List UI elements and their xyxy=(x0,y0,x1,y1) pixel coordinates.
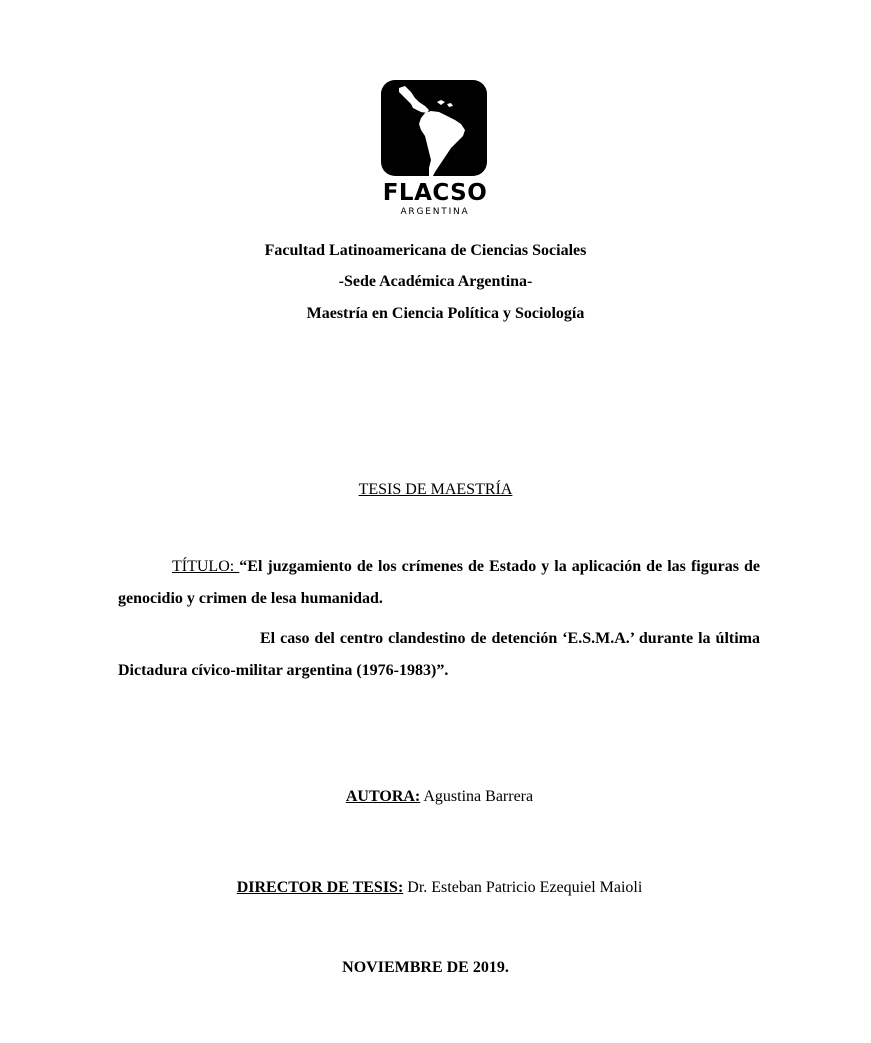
logo-wordmark: FLACSO xyxy=(382,180,488,206)
director-label: DIRECTOR DE TESIS: xyxy=(236,879,404,896)
logo-subtitle: ARGENTINA xyxy=(400,207,470,217)
latin-america-map-icon xyxy=(381,80,487,176)
program-name: Maestría en Ciencia Política y Sociología xyxy=(306,305,585,322)
date-line: NOVIEMBRE DE 2019. xyxy=(342,959,509,976)
author-name: Agustina Barrera xyxy=(423,788,534,805)
institution-name: Facultad Latinoamericana de Ciencias Sociales xyxy=(264,242,587,259)
title-text-part2: El caso del centro clandestino de detención ‘E.S.M.A.’ durante la última Dictadura cívico-militar argentina (1976-1983)”. xyxy=(118,630,760,679)
flacso-logo xyxy=(381,80,489,222)
thesis-type-heading: TESIS DE MAESTRÍA xyxy=(358,481,513,498)
title-paragraph-2 xyxy=(118,623,760,687)
title-label: TÍTULO: xyxy=(172,558,240,575)
author-label: AUTORA: xyxy=(345,788,421,805)
institution-sede: -Sede Académica Argentina- xyxy=(338,273,533,290)
director-name: Dr. Esteban Patricio Ezequiel Maioli xyxy=(407,879,643,896)
title-text-part1: “El juzgamiento de los crímenes de Estado y la aplicación de las figuras de genocidio y crimen de lesa humanidad. xyxy=(118,558,761,607)
director-line xyxy=(4,878,871,898)
author-line xyxy=(4,787,871,807)
title-paragraph-1 xyxy=(118,551,760,615)
